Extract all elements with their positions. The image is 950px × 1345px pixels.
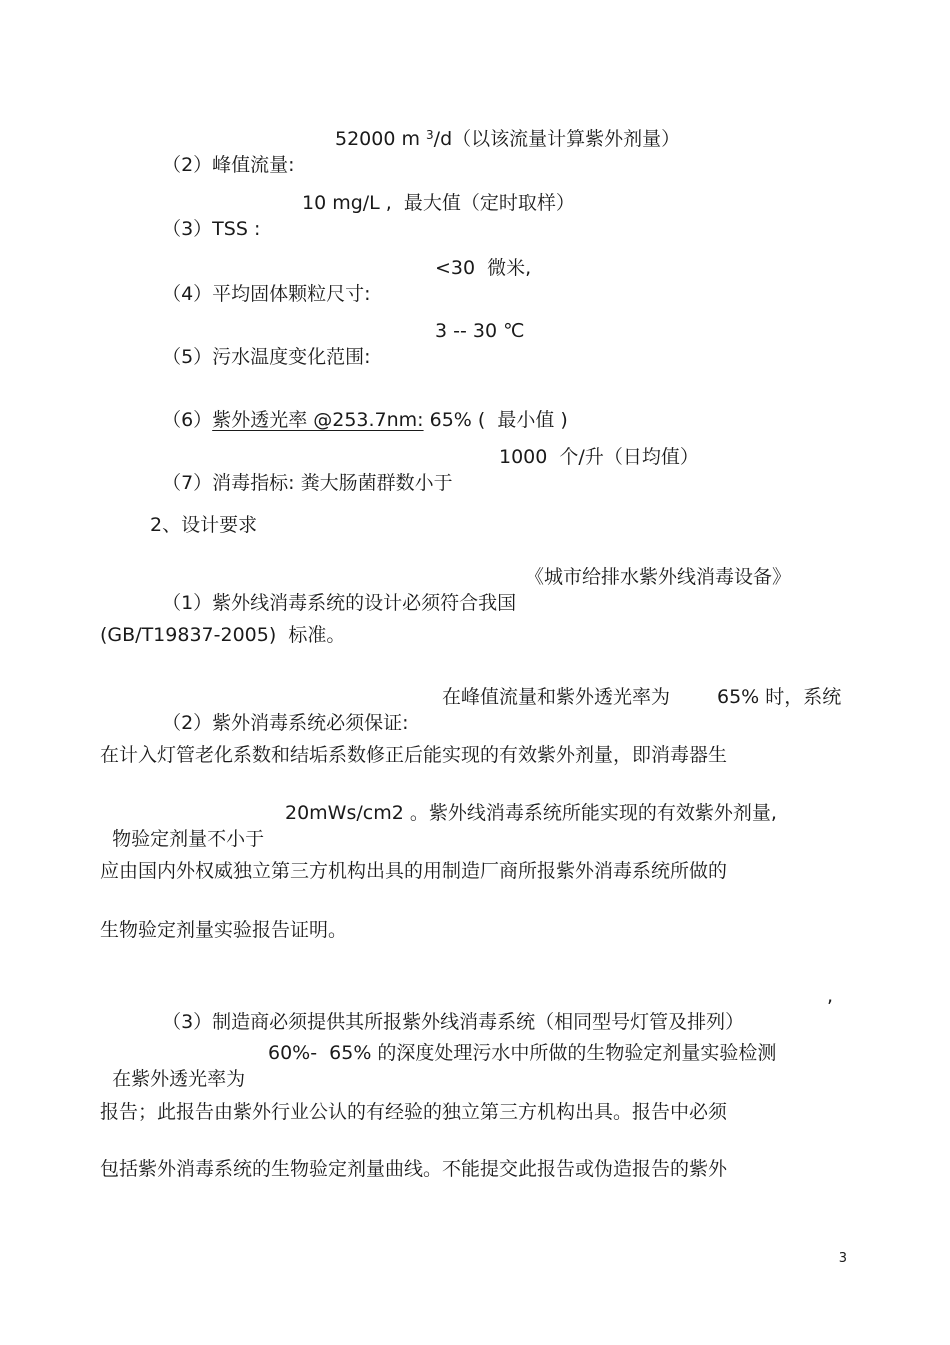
param-uv-transmittance — [150, 381, 568, 433]
param-tss — [150, 190, 575, 242]
param-value: 65% ( 最小值 ) — [423, 409, 568, 431]
text-segment: 在峰值流量和紫外透光率为 — [442, 686, 671, 708]
section-heading: 2、设计要求 — [150, 514, 258, 536]
text-segment: （1）紫外线消毒系统的设计必须符合我国 — [162, 592, 517, 614]
text-segment: 《城市给排水紫外线消毒设备》 — [525, 566, 792, 588]
text-segment: , — [827, 985, 834, 1007]
text-segment: 65% 时，系统 — [717, 686, 842, 708]
text-segment: 20mWs/cm2 。紫外线消毒系统所能实现的有效紫外剂量, — [285, 802, 777, 824]
paragraph-line: 生物验定剂量实验报告证明。 — [100, 919, 348, 941]
param-label: （4）平均固体颗粒尺寸: — [162, 283, 371, 305]
paragraph-line: 应由国内外权威独立第三方机构出具的用制造厂商所报紫外消毒系统所做的 — [100, 860, 728, 882]
superscript: 3 — [426, 128, 434, 142]
param-value: 10 mg/L , 最大值（定时取样） — [302, 192, 575, 214]
param-temperature-range — [150, 318, 525, 370]
text-segment: 在紫外透光率为 — [112, 1068, 246, 1090]
text-segment: （2）紫外消毒系统必须保证: — [162, 712, 409, 734]
param-label: （7）消毒指标: 粪大肠菌群数小于 — [162, 472, 453, 494]
paragraph-line — [100, 800, 777, 852]
underlined-label: 紫外透光率 @253.7nm: — [212, 409, 424, 431]
paragraph-line — [150, 983, 834, 1035]
param-peak-flow — [150, 126, 681, 178]
param-label: （3）TSS : — [162, 218, 261, 240]
page-number: 3 — [838, 1251, 847, 1266]
param-particle-size — [150, 255, 532, 307]
text-segment: 60%- 65% 的深度处理污水中所做的生物验定剂量实验检测 — [268, 1042, 777, 1064]
value-text: /d（以该流量计算紫外剂量） — [433, 128, 681, 150]
value-text: 52000 m — [335, 128, 427, 150]
param-value: 1000 个/升（日均值） — [499, 446, 699, 468]
paragraph-line: 在计入灯管老化系数和结垢系数修正后能实现的有效紫外剂量，即消毒器生 — [100, 744, 728, 766]
paragraph-line: (GB/T19837-2005) 标准。 — [100, 624, 346, 646]
paragraph-line — [100, 1040, 777, 1092]
param-label: （2）峰值流量: — [162, 154, 295, 176]
paragraph-line: 报告；此报告由紫外行业公认的有经验的独立第三方机构出具。报告中必须 — [100, 1101, 728, 1123]
param-disinfection-target — [150, 444, 699, 496]
paragraph-line: 包括紫外消毒系统的生物验定剂量曲线。不能提交此报告或伪造报告的紫外 — [100, 1158, 728, 1180]
paragraph-line — [150, 684, 842, 736]
param-value: <30 微米, — [435, 257, 532, 279]
paragraph-line — [150, 564, 792, 616]
param-value — [335, 126, 680, 152]
param-label: （5）污水温度变化范围: — [162, 346, 371, 368]
param-label: （6） — [162, 409, 213, 431]
param-value: 3 -- 30 ℃ — [435, 320, 525, 342]
text-segment: （3）制造商必须提供其所报紫外线消毒系统（相同型号灯管及排列） — [162, 1011, 745, 1033]
text-segment: 物验定剂量不小于 — [112, 828, 265, 850]
